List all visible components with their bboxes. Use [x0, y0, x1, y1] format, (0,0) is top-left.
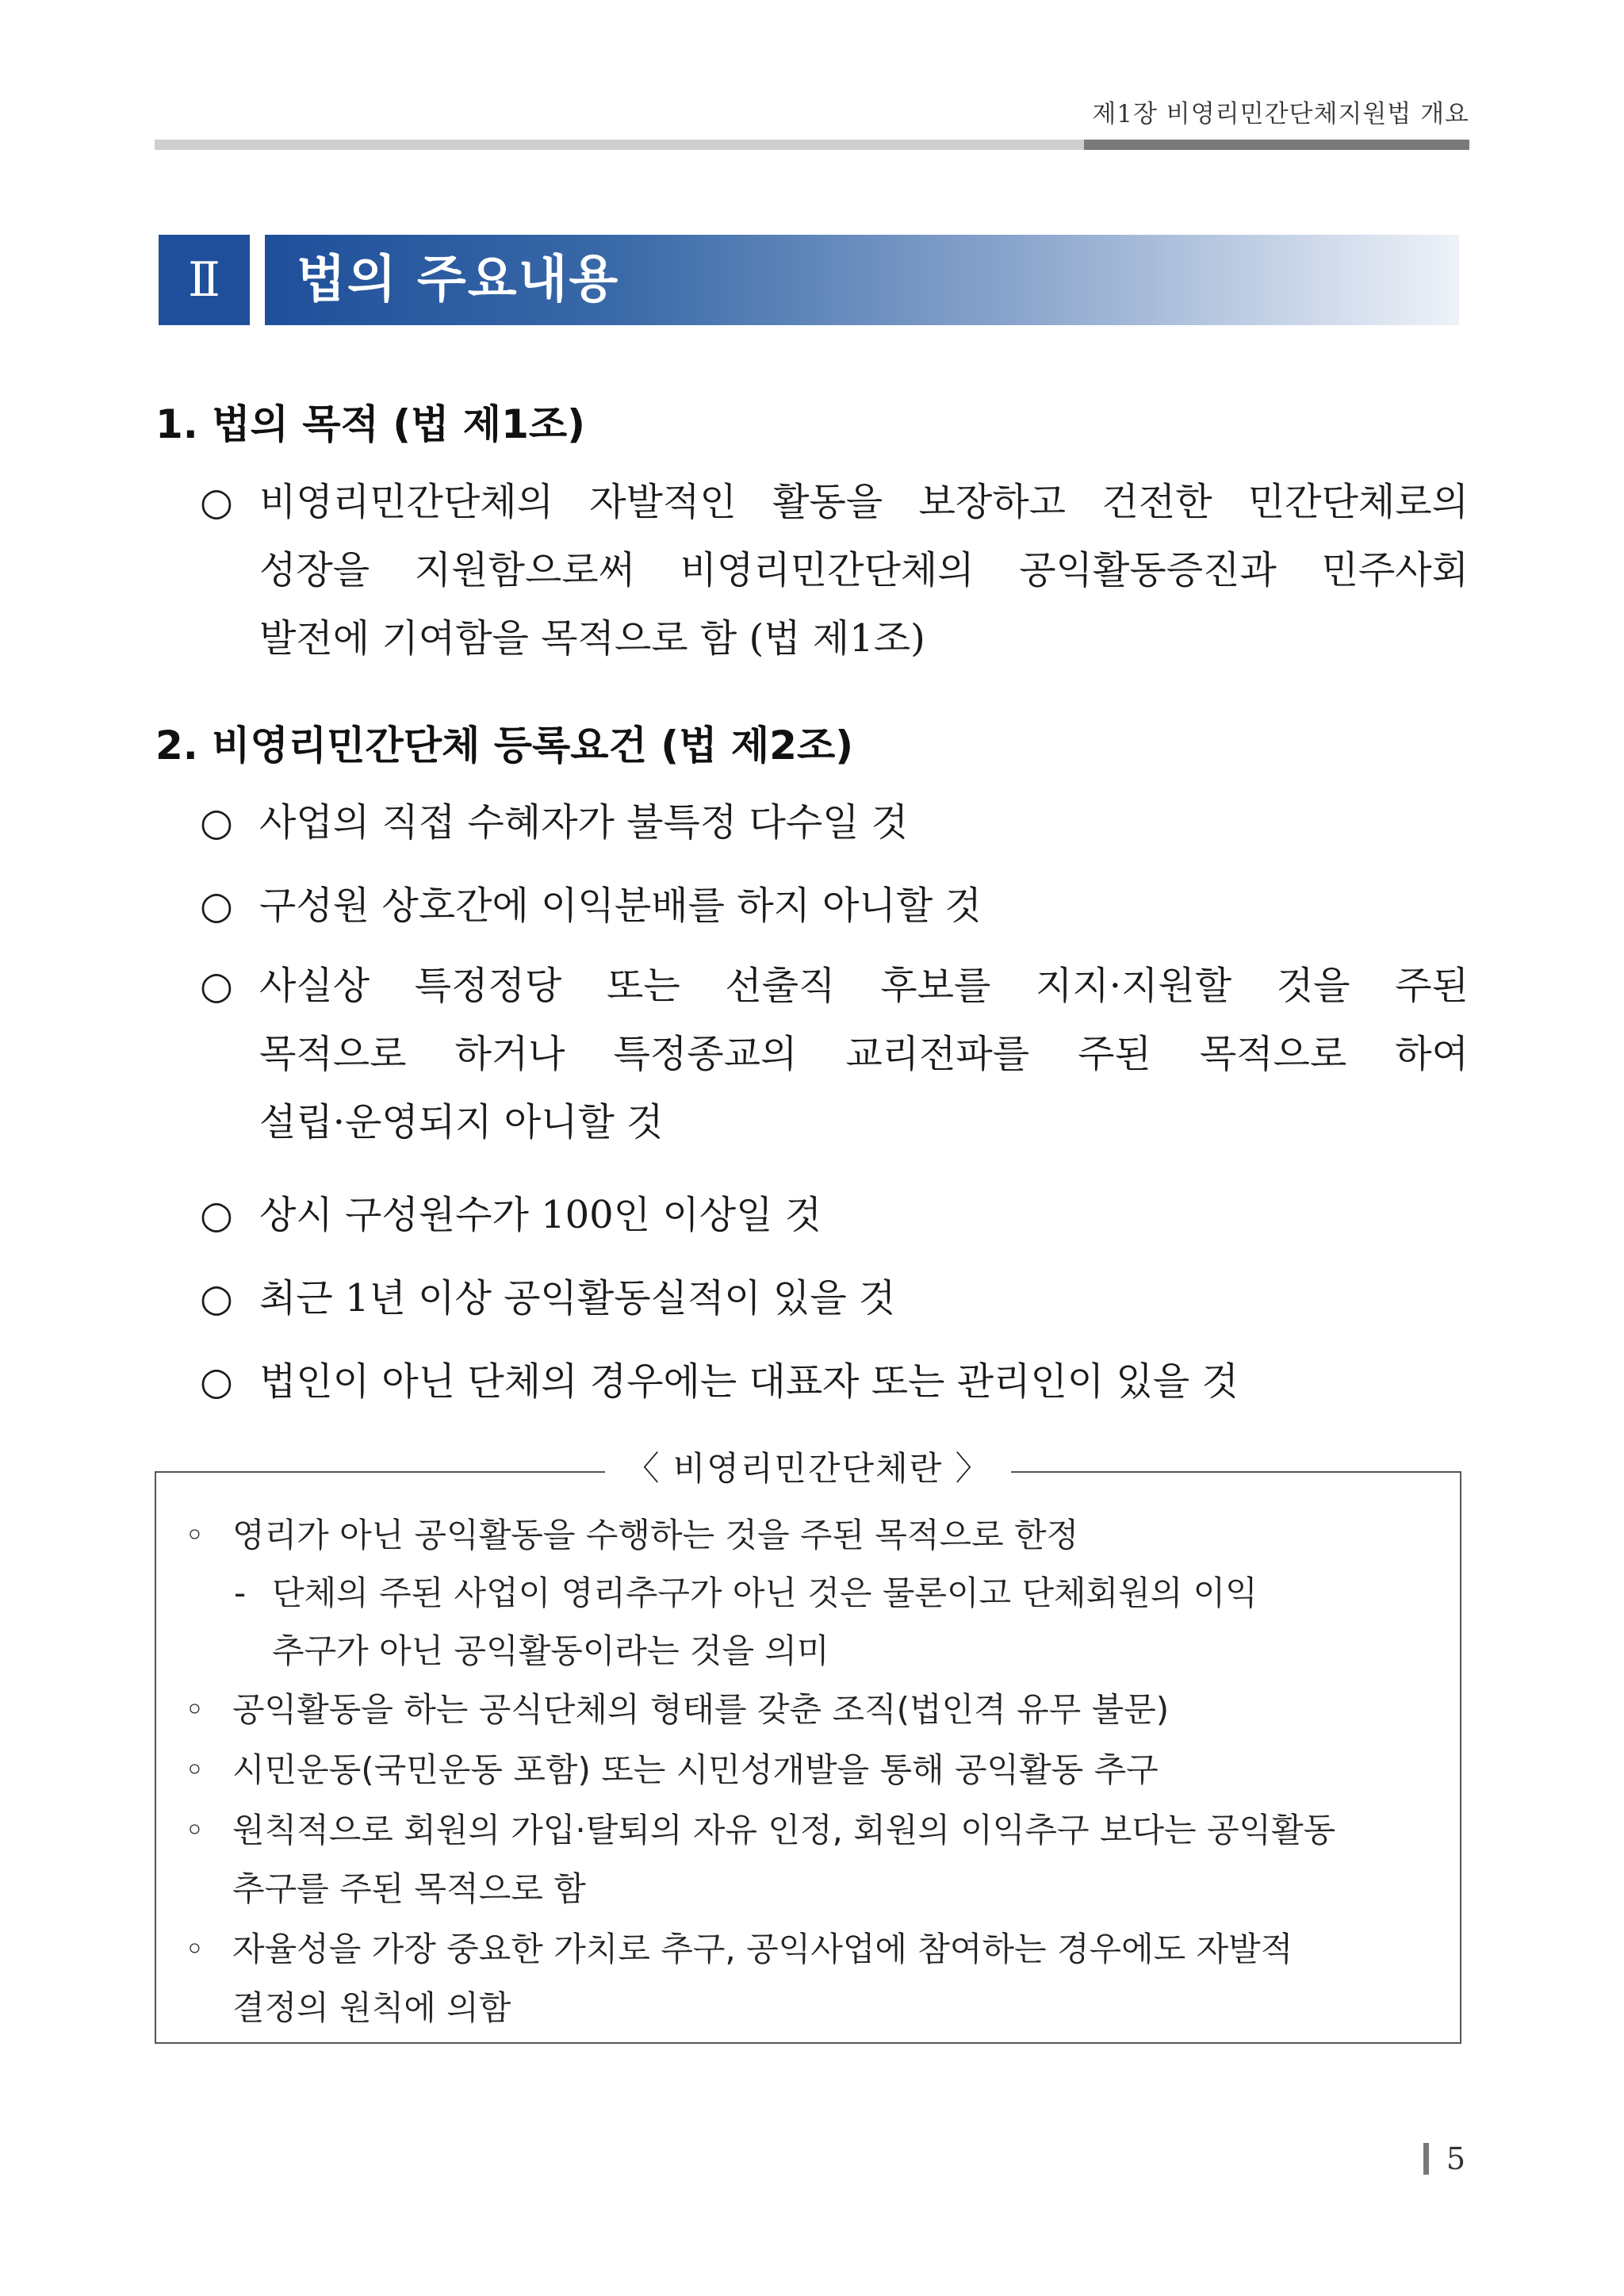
bullet-circle: ○ [200, 884, 233, 928]
chapter-header: 제1장 비영리민간단체지원법 개요 [1092, 100, 1469, 128]
requirement-text: 상시 구성원수가 100인 이상일 것 [259, 1193, 822, 1237]
bullet-circle: ○ [200, 1359, 233, 1404]
paragraph-line: 비영리민간단체의 자발적인 활동을 보장하고 건전한 민간단체로의 [259, 480, 1469, 524]
definition-text: 단체의 주된 사업이 영리추구가 아닌 것은 물론이고 단체회원의 이익 [272, 1573, 1258, 1612]
definition-text: 결정의 원칙에 의함 [232, 1988, 511, 2027]
requirement-line: 목적으로 하거나 특정종교의 교리전파를 주된 목적으로 하여 [259, 1032, 1469, 1076]
definition-text: 영리가 아닌 공익활동을 수행하는 것을 주된 목적으로 한정 [232, 1516, 1079, 1554]
bullet-small-circle: ◦ [185, 1930, 205, 1968]
requirement-item [200, 1274, 895, 1322]
definition-text: 시민운동(국민운동 포함) 또는 시민성개발을 통해 공익활동 추구 [232, 1750, 1159, 1789]
requirement-text: 구성원 상호간에 이익분배를 하지 아니할 것 [259, 884, 982, 928]
definition-item [185, 1513, 1078, 1558]
requirement-text: 법인이 아닌 단체의 경우에는 대표자 또는 관리인이 있을 것 [259, 1359, 1239, 1404]
requirement-item [200, 1358, 1239, 1405]
definition-box-title-wrap [155, 1445, 1461, 1493]
bullet-circle: ○ [200, 1276, 233, 1320]
section-banner [159, 235, 1459, 325]
page-number [1423, 2141, 1465, 2176]
requirement-line: 설립·운영되지 아니할 것 [259, 1100, 664, 1144]
purpose-paragraph [200, 468, 1469, 673]
requirement-item [200, 1191, 822, 1239]
requirement-text: 최근 1년 이상 공익활동실적이 있을 것 [259, 1276, 896, 1320]
definition-text: 공익활동을 하는 공식단체의 형태를 갖춘 조직(법인격 유무 불문) [232, 1690, 1170, 1729]
paragraph-line: 발전에 기여함을 목적으로 함 (법 제1조) [259, 616, 925, 661]
subheading-purpose: 1. 법의 목적 (법 제1조) [155, 401, 586, 447]
section-title-box [265, 235, 1459, 325]
bullet-small-circle: ◦ [185, 1690, 205, 1729]
definition-text: 추구가 아닌 공익활동이라는 것을 의미 [272, 1631, 829, 1670]
subheading-requirements: 2. 비영리민간단체 등록요건 (법 제2조) [155, 723, 854, 769]
page-number-bar [1423, 2143, 1429, 2175]
definition-item [185, 1808, 1335, 1853]
definition-subitem [234, 1571, 1258, 1616]
bullet-circle: ○ [200, 1193, 233, 1237]
paragraph-line: 성장을 지원함으로써 비영리민간단체의 공익활동증진과 민주사회 [259, 548, 1469, 592]
bullet-small-circle: ◦ [185, 1811, 205, 1849]
definition-item [185, 1688, 1169, 1732]
definition-box-title: 〈 비영리민간단체란 〉 [605, 1449, 1010, 1488]
section-number: Ⅱ [159, 235, 250, 325]
bullet-small-circle: ◦ [185, 1750, 205, 1789]
definition-text: 자율성을 가장 중요한 가치로 추구, 공익사업에 참여하는 경우에도 자발적 [232, 1930, 1293, 1968]
definition-item [185, 1927, 1293, 1972]
header-rule-accent [1084, 140, 1469, 150]
requirement-item [200, 952, 1469, 1156]
definition-text: 원칙적으로 회원의 가입·탈퇴의 자유 인정, 회원의 이익추구 보다는 공익활동 [232, 1811, 1336, 1849]
definition-item [185, 1748, 1159, 1792]
requirement-text: 사업의 직접 수혜자가 불특정 다수일 것 [259, 800, 909, 845]
requirement-item [200, 882, 982, 930]
page-number-text: 5 [1446, 2141, 1465, 2176]
section-title: 법의 주요내용 [297, 251, 620, 309]
requirement-item [200, 799, 908, 846]
header-rule [155, 140, 1469, 150]
requirement-line: 사실상 특정정당 또는 선출직 후보를 지지·지원할 것을 주된 [259, 964, 1469, 1008]
bullet-small-circle: ◦ [185, 1516, 205, 1554]
bullet-circle: ○ [200, 964, 233, 1008]
bullet-circle: ○ [200, 480, 233, 524]
definition-text: 추구를 주된 목적으로 함 [232, 1869, 586, 1908]
dash-marker: - [234, 1573, 247, 1612]
bullet-circle: ○ [200, 800, 233, 845]
